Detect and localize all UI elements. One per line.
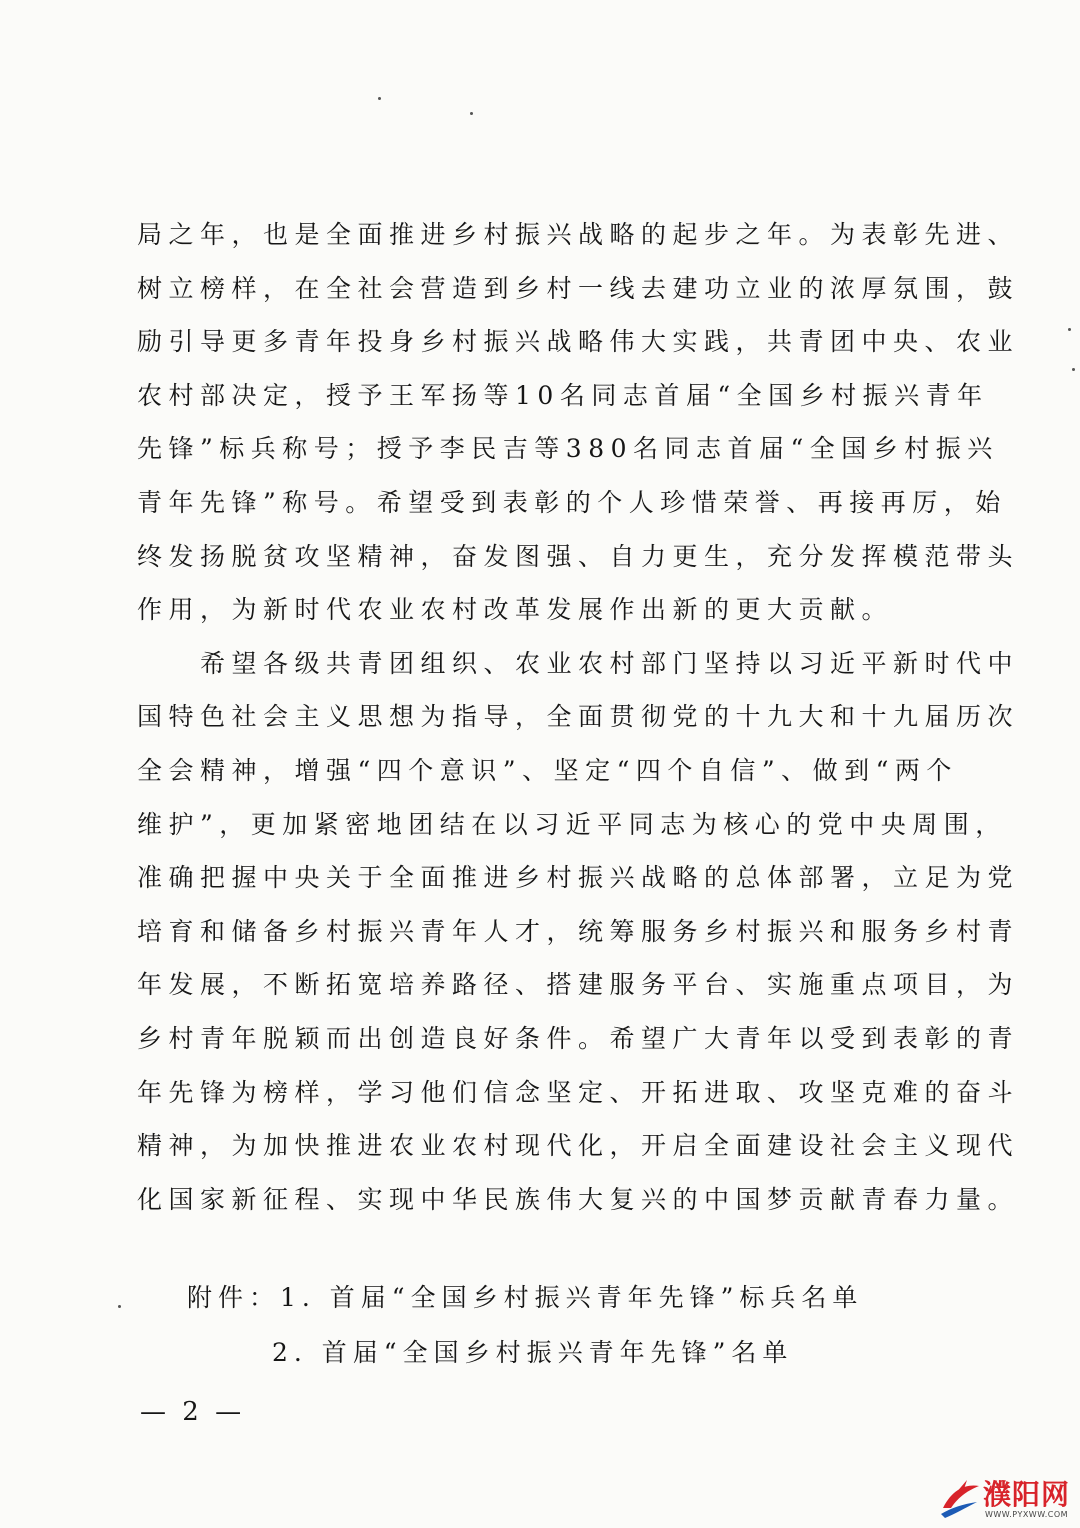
text-line: 准确把握中央关于全面推进乡村振兴战略的总体部署，立足为党 [137,863,1020,893]
text-line: 年发展，不断拓宽培养路径、搭建服务平台、实施重点项目，为 [137,970,1020,1000]
watermark [937,1478,1070,1520]
scan-speck [1068,328,1071,331]
text-line: 乡村青年脱颖而出创造良好条件。希望广大青年以受到表彰的青 [137,1023,1020,1053]
scan-speck [118,1305,121,1308]
watermark-url: WWW.PYXWW.COM [984,1509,1069,1519]
text-line: 终发扬脱贫攻坚精神，奋发图强、自力更生，充分发挥模范带头 [137,541,1020,571]
text-line: 先锋”标兵称号；授予李民吉等380名同志首届“全国乡村振兴 [137,434,999,464]
text-line: 青年先锋”称号。希望受到表彰的个人珍惜荣誉、再接再厉，始 [137,487,1007,517]
scan-speck [378,97,381,100]
text-line: 培育和储备乡村振兴青年人才，统筹服务乡村振兴和服务乡村青 [137,916,1020,946]
text-line: 国特色社会主义思想为指导，全面贯彻党的十九大和十九届历次 [137,702,1020,732]
text-line: 局之年，也是全面推进乡村振兴战略的起步之年。为表彰先进、 [137,220,1020,249]
attachment-line-2: 2. 首届“全国乡村振兴青年先锋”名单 [272,1338,794,1367]
text-line: 希望各级共青团组织、农业农村部门坚持以习近平新时代中 [200,648,1020,678]
text-line: 树立榜样，在全社会营造到乡村一线去建功立业的浓厚氛围，鼓 [137,273,1020,303]
text-line: 精神，为加快推进农业农村现代化，开启全面建设社会主义现代 [137,1131,1020,1161]
scan-speck [470,112,473,115]
text-line: 全会精神，增强“四个意识”、坚定“四个自信”、做到“两个 [137,755,958,785]
scan-speck [1072,368,1075,371]
watermark-name: 濮阳网 [982,1477,1070,1511]
text-line: 励引导更多青年投身乡村振兴战略伟大实践，共青团中央、农业 [137,327,1020,357]
paragraph-2 [137,637,1020,1227]
body-text [137,208,1020,1226]
pyxww-logo-icon [937,1478,983,1520]
text-line: 化国家新征程、实现中华民族伟大复兴的中国梦贡献青春力量。 [137,1184,1020,1214]
paragraph-1 [137,208,1020,637]
page-number: — 2 — [140,1397,246,1427]
text-line: 作用，为新时代农业农村改革发展作出新的更大贡献。 [137,595,894,625]
text-line: 维护”，更加紧密地团结在以习近平同志为核心的党中央周围， [137,809,1007,839]
text-line: 农村部决定，授予王军扬等10名同志首届“全国乡村振兴青年 [137,380,989,410]
text-line: 年先锋为榜样，学习他们信念坚定、开拓进取、攻坚克难的奋斗 [137,1077,1020,1107]
attachment-line-1: 附件：1. 首届“全国乡村振兴青年先锋”标兵名单 [187,1283,864,1312]
watermark-text-block [982,1477,1070,1519]
